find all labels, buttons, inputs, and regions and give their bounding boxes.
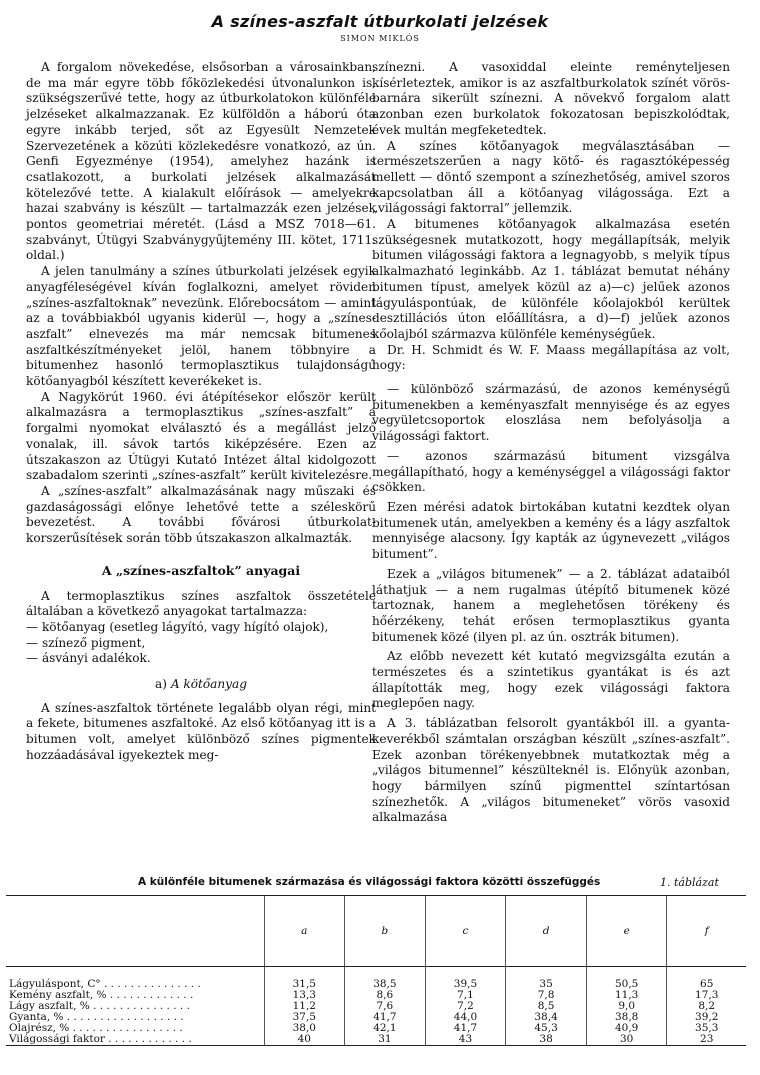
table-cell: 40,9 xyxy=(586,1023,667,1034)
paragraph: A „színes-aszfalt” alkalmazásának nagy műszaki és gazdaságossági előnye lehetővé tette a széleskörű bevezetést. A további fővárosi útburkolat-korszerűsítések során több útszakaszon alkalmazták. xyxy=(26,483,376,546)
row-label: Gyanta, % . . . . . . . . . . . . . . . . . . xyxy=(9,1011,184,1023)
table-cell: 31 xyxy=(345,1034,426,1046)
table-cell: 17,3 xyxy=(667,990,746,1001)
column-header: d xyxy=(506,896,587,967)
table-cell: 42,1 xyxy=(345,1023,426,1034)
subsection-heading xyxy=(26,677,376,693)
table-cell: 44,0 xyxy=(425,1012,506,1023)
article-title: A színes-aszfalt útburkolati jelzések xyxy=(211,12,549,31)
table-cell: 41,7 xyxy=(425,1023,506,1034)
right-column xyxy=(372,60,730,826)
row-label: Lágyuláspont, C° . . . . . . . . . . . . . . . xyxy=(9,978,201,990)
paragraph: Dr. H. Schmidt és W. F. Maass megállapítása az volt, hogy: xyxy=(372,342,730,373)
table-cell: 38 xyxy=(506,1034,587,1046)
row-label: Világossági faktor . . . . . . . . . . . . . xyxy=(6,1034,264,1046)
table-cell: 8,6 xyxy=(345,990,426,1001)
subsection-title: A kötőanyag xyxy=(170,677,247,692)
table-cell: 38,4 xyxy=(506,1012,587,1023)
table-cell: 11,2 xyxy=(264,1001,345,1012)
row-label: Kemény aszfalt, % . . . . . . . . . . . . . xyxy=(9,989,194,1001)
column-header: a xyxy=(264,896,345,967)
article-author: SIMON MIKLÓS xyxy=(340,34,420,43)
table-cell: 38,0 xyxy=(264,1023,345,1034)
paragraph: A jelen tanulmány a színes útburkolati jelzések egyik anyagféleségével kíván foglalkozni, amelyet röviden „színes-aszfaltoknak” nevezünk. Előrebocsátom — amint az a továbbiakból ugyanis kiderül —, hogy a „színes-aszfalt” elnevezés ma már nemcsak bitumenes aszfaltkészítményeket jelöl, hanem többnyire a bitumenhez hasonló termoplasztikus tulajdonságú kötőanyagból készített keverékeket is. xyxy=(26,264,376,389)
table-cell: 35 xyxy=(506,967,587,991)
paragraph: A 3. táblázatban felsorolt gyantákból ill. a gyanta-keverékből számtalan országban készült „színes-aszfalt”. Ezek azonban törékenyebbnek mutatkoztak még a „világos bitumennel” készülteknél is. Előnyük azonban, hogy bármilyen színű pigmenttel színtartósan színezhetők. A „világos bitumeneket” vörös vasoxid alkalmazása xyxy=(372,716,730,825)
table-cell: 45,3 xyxy=(506,1023,587,1034)
table-cell: 39,2 xyxy=(667,1012,746,1023)
table-row xyxy=(6,1034,746,1046)
paragraph: — különböző származású, de azonos keménységű bitumenekben a keményaszfalt mennyisége és az egyes vegyületcsoportok eloszlása nem befolyásolja a világossági faktort. xyxy=(372,382,730,444)
table-cell: 7,2 xyxy=(425,1001,506,1012)
paragraph: színezni. A vasoxiddal eleinte reményteljesen kísérleteztek, amikor is az aszfaltburkolatok színét vörös-barnára sikerült színezni. A növekvő forgalom alatt azonban ezen burkolatok fokozatosan bepiszkolódtak, évek multán megfeketedtek. xyxy=(372,60,730,137)
table-cell: 50,5 xyxy=(586,967,667,991)
paragraph: Az előbb nevezett két kutató megvizsgálta ezután a természetes és a szintetikus gyantákat is és azt állapították meg, hogy ezek világossági faktora meglepően nagy. xyxy=(372,649,730,711)
section-heading: A „színes-aszfaltok” anyagai xyxy=(101,562,301,578)
column-header: e xyxy=(586,896,667,967)
paragraph: Ezen mérési adatok birtokában kutatni kezdtek olyan bitumenek után, amelyekben a kemény és a lágy aszfaltok mennyisége alacsony. Így kapták az úgynevezett „világos bitument”. xyxy=(372,499,730,562)
table-cell: 37,5 xyxy=(264,1012,345,1023)
table-cell: 8,2 xyxy=(667,1001,746,1012)
column-header: f xyxy=(667,896,746,967)
table-cell: 38,5 xyxy=(345,967,426,991)
table-cell: 38,8 xyxy=(586,1012,667,1023)
table-cell: 7,1 xyxy=(425,990,506,1001)
paragraph: A bitumenes kötőanyagok alkalmazása esetén szükségesnek mutatkozott, hogy megállapítsák, melyik bitumen világossági faktora a legnagyobb, s melyik típus alkalmazható leginkább. Az 1. táblázat bemutat néhány bitumen típust, amelyek közül az a)—c) jelűek azonos lágyuláspontúak, de különféle kőolajokból kerültek desztillációs úton előállításra, a d)—f) jelűek azonos kőolajból származva különféle keménységűek. xyxy=(372,217,730,341)
table-cell: 23 xyxy=(667,1034,746,1046)
list-item: — kötőanyag (esetleg lágyító, vagy hígító olajok), xyxy=(26,619,329,634)
table-cell: 35,3 xyxy=(667,1023,746,1034)
table-cell: 39,5 xyxy=(425,967,506,991)
table-cell: 40 xyxy=(264,1034,345,1046)
paragraph: A színes kötőanyagok megválasztásában — természetszerűen a nagy kötő- és ragasztóképesség mellett — döntő szempont a színezhetőség, amivel szoros kapcsolatban áll a kötőanyag világossága. Ezt a „világossági faktorral” jellemzik. xyxy=(372,138,730,216)
paragraph: A forgalom növekedése, elsősorban a városainkban, de ma már egyre több főközlekedési útvonalunkon is, szükségszerűvé tette, hogy az útburkolatokon különféle jelzéseket alkalmazzanak. Ez külföldön a háború óta egyre inkább terjed, sőt az Egyesült Nemzetek Szervezetének a közúti közlekedésre vonatkozó, az ún. Genfi Egyezménye (1954), amelyhez hazánk is csatlakozott, a burkolati jelzések alkalmazását kötelezővé tette. A kialakult előírások — amelyekre hazai szabvány is készült — tartalmazzák ezen jelzések pontos geometriai méretét. (Lásd a MSZ 7018—61. szabványt, Útügyi Szabványgyűjtemény III. kötet, 1711. oldal.) xyxy=(26,60,376,263)
table-title: A különféle bitumenek származása és világossági faktora közötti összefüggés xyxy=(138,876,601,888)
table-cell: 7,8 xyxy=(506,990,587,1001)
row-label: Olajrész, % . . . . . . . . . . . . . . . . . xyxy=(9,1022,183,1034)
column-header: b xyxy=(345,896,426,967)
table-cell: 8,5 xyxy=(506,1001,587,1012)
table-cell: 65 xyxy=(667,967,746,991)
table-cell: 43 xyxy=(425,1034,506,1046)
paragraph: A Nagykörút 1960. évi átépítésekor először került alkalmazásra a termoplasztikus „színes-aszfalt” a forgalmi nyomokat elválasztó és a megállást jelző vonalak, ill. sávok tartós kiképzésére. Ezen az útszakaszon az Útügyi Kutató Intézet által kidolgozott szabadalom szerinti „színes-aszfalt” került kivitelezésre. xyxy=(26,389,376,483)
table-label: 1. táblázat xyxy=(660,876,719,889)
left-column xyxy=(26,60,376,764)
table-cell: 11,3 xyxy=(586,990,667,1001)
table-cell: 41,7 xyxy=(345,1012,426,1023)
paragraph: A színes-aszfaltok története legalább olyan régi, mint a fekete, bitumenes aszfaltoké. Az első kötőanyag itt is a bitumen volt, amelyet különböző színes pigmentek hozzáadásával igyekeztek meg- xyxy=(26,700,376,762)
table-header-row xyxy=(6,896,746,967)
table-cell: 9,0 xyxy=(586,1001,667,1012)
list-item: — ásványi adalékok. xyxy=(26,651,151,666)
row-label: Lágy aszfalt, % . . . . . . . . . . . . . . . xyxy=(9,1000,190,1012)
table-cell: 13,3 xyxy=(264,990,345,1001)
bitumen-table xyxy=(6,895,746,1046)
table-cell: 7,6 xyxy=(345,1001,426,1012)
column-header: c xyxy=(425,896,506,967)
table-cell: 30 xyxy=(586,1034,667,1046)
table-cell: 31,5 xyxy=(264,967,345,991)
materials-list xyxy=(26,620,376,667)
table-row xyxy=(6,967,746,991)
list-item: — színező pigment, xyxy=(26,635,146,650)
subsection-prefix: a) xyxy=(155,677,167,692)
table-corner-cell xyxy=(6,896,264,967)
paragraph: A termoplasztikus színes aszfaltok összetétele általában a következő anyagokat tartalmazza: xyxy=(26,588,376,619)
paragraph: Ezek a „világos bitumenek” — a 2. táblázat adataiból láthatjuk — a nem rugalmas útépítő bitumenek közé tartoznak, hanem a meglehetősen törékeny és hőérzékeny, tehát erősen termoplasztikus gyanta bitumenek közé (ilyen pl. az ún. osztrák bitumen). xyxy=(372,566,730,644)
paragraph: — azonos származású bitument vizsgálva megállapítható, hogy a keménységgel a világossági faktor csökken. xyxy=(372,448,730,495)
